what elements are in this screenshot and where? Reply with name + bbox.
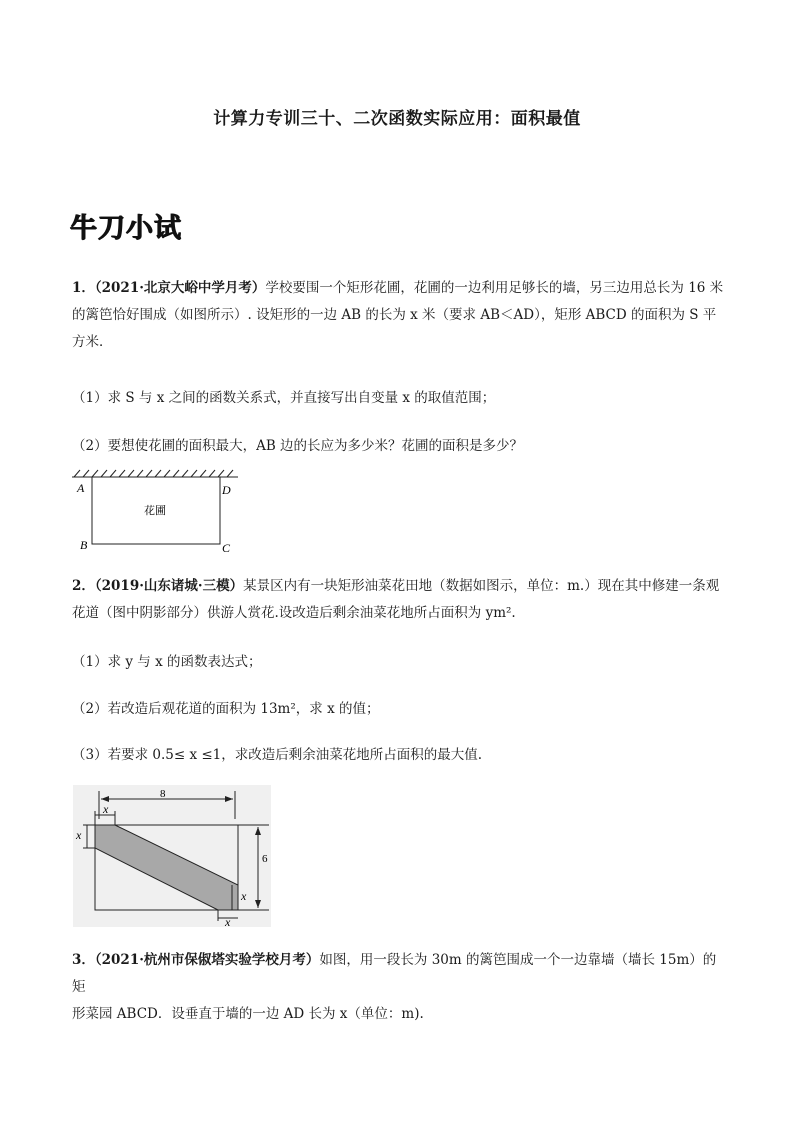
page-title: 计算力专训三十、二次函数实际应用：面积最值 — [213, 109, 581, 129]
q2-figure — [73, 785, 271, 927]
q3-text — [72, 947, 728, 1028]
x-top-label: x — [103, 802, 109, 816]
label-B: B — [80, 538, 88, 552]
x-right-label: x — [241, 889, 247, 903]
q2-line-2: 花道（图中阴影部分）供游人赏花.设改造后剩余油菜花地所占面积为 ym². — [72, 605, 516, 621]
label-D: D — [222, 483, 231, 497]
q1-line-1: 学校要围一个矩形花圃，花圃的一边利用足够长的墙，另三边用总长为 16 米 — [265, 280, 724, 296]
label-C: C — [222, 541, 231, 555]
width-label: 8 — [160, 788, 166, 800]
q3-source: 3．（2021·杭州市保俶塔实验学校月考） — [72, 952, 320, 968]
q3-line-2: 形菜园 ABCD．设垂直于墙的一边 AD 长为 x（单位：m). — [72, 1006, 424, 1022]
q1-text — [72, 275, 728, 356]
q2-source: 2．（2019·山东诸城·三模） — [72, 578, 244, 594]
label-A: A — [77, 481, 85, 495]
height-label: 6 — [262, 853, 268, 865]
q1-figure — [70, 468, 250, 558]
q2-sub2: （2）若改造后观花道的面积为 13m²，求 x 的值； — [72, 701, 380, 717]
wall-hatching — [72, 470, 238, 477]
section-heading: 牛刀小试 — [70, 213, 182, 244]
garden-label: 花圃 — [144, 504, 166, 517]
q2-text — [72, 573, 728, 627]
q1-source: 1．（2021·北京大峪中学月考） — [72, 280, 266, 296]
q1-sub2: （2）要想使花圃的面积最大，AB 边的长应为多少米？花圃的面积是多少？ — [72, 438, 524, 454]
x-bottom-label: x — [225, 915, 231, 927]
q2-sub3: （3）若要求 0.5≤ x ≤1，求改造后剩余油菜花地所占面积的最大值. — [72, 747, 483, 763]
q1-line-2: 的篱笆恰好围成（如图所示）. 设矩形的一边 AB 的长为 x 米（要求 AB＜AD），矩形 ABCD 的面积为 S 平 — [72, 307, 717, 323]
q2-line-1: 某景区内有一块矩形油菜花田地（数据如图示，单位：m.）现在其中修建一条观 — [243, 578, 720, 594]
q1-sub1: （1）求 S 与 x 之间的函数关系式，并直接写出自变量 x 的取值范围； — [72, 390, 496, 406]
x-left-label: x — [76, 828, 82, 842]
q2-sub1: （1）求 y 与 x 的函数表达式； — [72, 654, 262, 670]
q1-line-3: 方米． — [72, 334, 113, 350]
q3-line-1: 如图，用一段长为 30m 的篱笆围成一个一边靠墙（墙长 15m）的矩 — [72, 952, 717, 995]
